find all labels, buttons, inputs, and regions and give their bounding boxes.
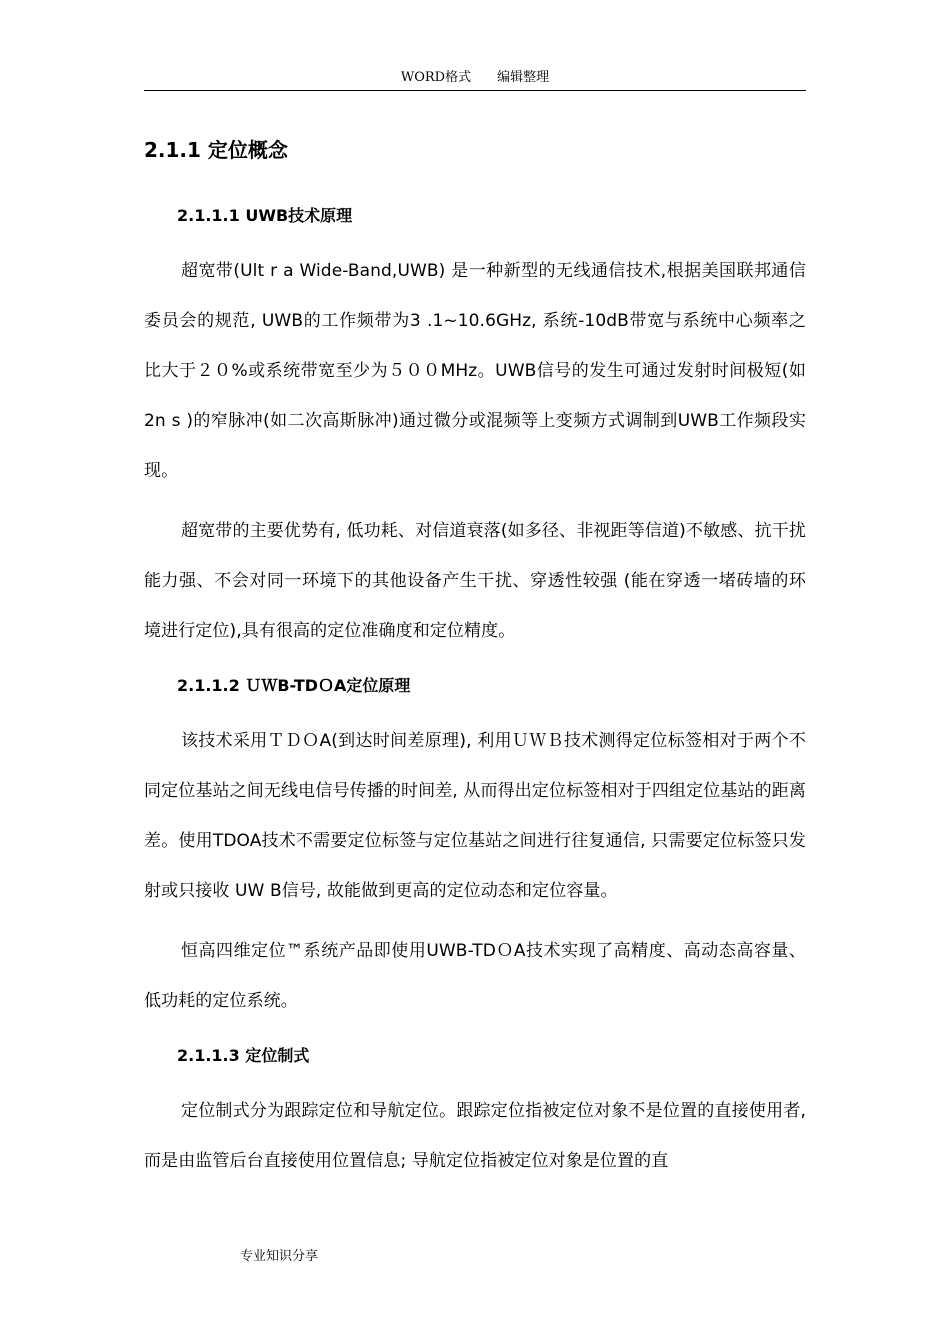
subsection-title-uwb-principle: 2.1.1.1 UWB技术原理 (177, 206, 353, 225)
subsection-title-positioning-mode: 2.1.1.3 定位制式 (177, 1046, 310, 1065)
section-title: 2.1.1 定位概念 (144, 138, 288, 162)
paragraph: 超宽带(Ult r a Wide-Band,UWB) 是一种新型的无线通信技术,根据美国联邦通信委员会的规范, UWB的工作频带为3 .1~10.6GHz, 系统-10dB带宽与系统中心频率之比大于２０%或系统带宽至少为５００MHz。UWB信号的发生可通过发射时间极短(如 2n s )的窄脉冲(如二次高斯脉冲)通过微分或混频等上变频方式调制到UWB工作频段实现。 (144, 261, 806, 481)
document-body (144, 130, 806, 1196)
paragraph: 超宽带的主要优势有, 低功耗、对信道衰落(如多径、非视距等信道)不敏感、抗干扰能力强、不会对同一环境下的其他设备产生干扰、穿透性较强 (能在穿透一堵砖墙的环境进行定位),具有很高的定位准确度和定位精度。 (144, 521, 806, 641)
page-header (144, 68, 806, 91)
subsection-title-tdoa-principle: 2.1.1.2 ＵＷB-TDＯA定位原理 (177, 676, 411, 695)
page-footer: 专业知识分享 (240, 1249, 319, 1264)
paragraph: 恒高四维定位™系统产品即使用UWB-TDＯA技术实现了高精度、高动态高容量、低功耗的定位系统。 (144, 941, 806, 1011)
paragraph: 该技术采用ＴＤＯA(到达时间差原理), 利用ＵＷＢ技术测得定位标签相对于两个不同定位基站之间无线电信号传播的时间差, 从而得出定位标签相对于四组定位基站的距离差。使用TDOA技术不需要定位标签与定位基站之间进行往复通信, 只需要定位标签只发射或只接收 UW B信号, 故能做到更高的定位动态和定位容量。 (144, 731, 806, 901)
header-edit-label: 编辑整理 (497, 70, 550, 85)
paragraph: 定位制式分为跟踪定位和导航定位。跟踪定位指被定位对象不是位置的直接使用者,而是由监管后台直接使用位置信息; 导航定位指被定位对象是位置的直 (144, 1101, 806, 1171)
header-format-label: WORD格式 (400, 70, 472, 85)
